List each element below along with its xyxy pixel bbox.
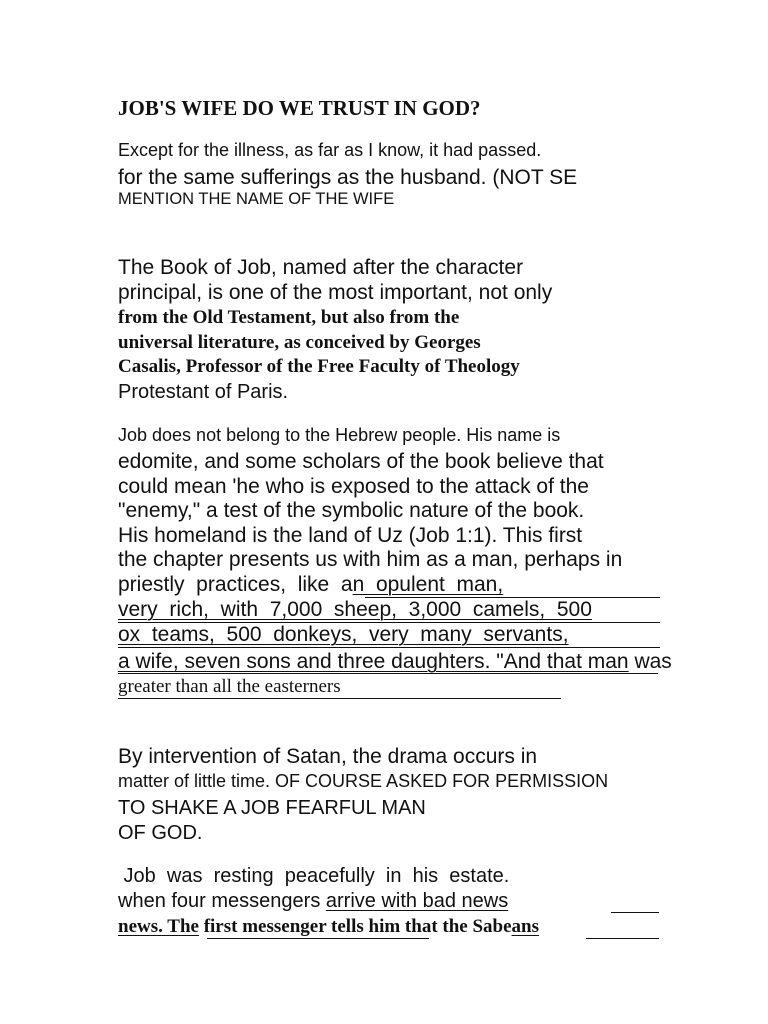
underline-rule [118,673,658,674]
underline-rule [586,938,659,939]
para3-line-3: TO SHAKE A JOB FEARFUL MAN [118,797,426,819]
para4-line-3-underlined: news. The [118,916,199,937]
para4-line-1: Job was resting peacefully in his estate. [118,865,510,887]
intro-line-1: Except for the illness, as far as I know, it had passed. [118,140,542,160]
underline-rule [118,698,561,699]
underline-rule [118,647,660,648]
para2-line-7-text: priestly practices, like a [118,573,353,596]
para2-line-3: could mean 'he who is exposed to the attack of the [118,475,589,498]
para2-line-9-underlined: ox teams, 500 donkeys, very many servants, [118,623,569,646]
intro-line-3: MENTION THE NAME OF THE WIFE [118,190,395,208]
para4-line-2-text: when four messengers [118,890,326,912]
para4-line-2-underlined: arrive with bad news [325,890,509,912]
para3-line-4: OF GOD. [118,822,203,844]
para2-line-10-text: was [628,650,672,673]
para4-line-3-text: first messenger tells hi [198,916,385,937]
para1-line-1: The Book of Job, named after the character [118,256,524,279]
para3-line-1: By intervention of Satan, the drama occurs in [118,745,538,768]
document-title: JOB'S WIFE DO WE TRUST IN GOD? [118,96,481,120]
para4-line-3 [118,917,539,936]
para2-line-2: edomite, and some scholars of the book believe that [118,450,604,473]
para2-line-1: Job does not belong to the Hebrew people. His name is [118,425,561,445]
para2-line-9 [118,624,569,645]
underline-rule [207,938,429,939]
para2-line-8-underlined: very rich, with 7,000 sheep, 3,000 camels, 500 [118,598,592,621]
para1-line-3: from the Old Testament, but also from the [118,307,460,328]
para2-line-7 [118,574,503,595]
para2-line-8 [118,599,592,620]
para2-line-4: "enemy," a test of the symbolic nature of the book. [118,499,585,522]
para1-line-2: principal, is one of the most important, not only [118,281,553,304]
para3-line-2: matter of little time. OF COURSE ASKED FOR PERMISSION [118,771,609,791]
underline-rule [611,912,659,913]
para1-line-6: Protestant of Paris. [118,381,289,403]
para2-line-6: the chapter presents us with him as a man, perhaps in [118,548,623,571]
para2-line-5: His homeland is the land of Uz (Job 1:1). This first [118,524,583,547]
para2-line-11: greater than all the easterners [118,676,341,697]
para4-line-3-text: m that the Sabe [384,916,512,937]
para2-line-10-underlined: a wife, seven sons and three daughters. "And that man [118,650,629,673]
para1-line-5: Casalis, Professor of the Free Faculty of Theology [118,356,520,377]
intro-line-2: for the same sufferings as the husband. (NOT SE [118,166,578,189]
para2-line-10 [118,651,672,672]
para1-line-4: universal literature, as conceived by Georges [118,332,481,353]
para2-line-7-underlined: n opulent man, [352,573,504,596]
para4-line-3-underlined: ans [511,916,540,937]
para4-line-2 [118,891,508,911]
